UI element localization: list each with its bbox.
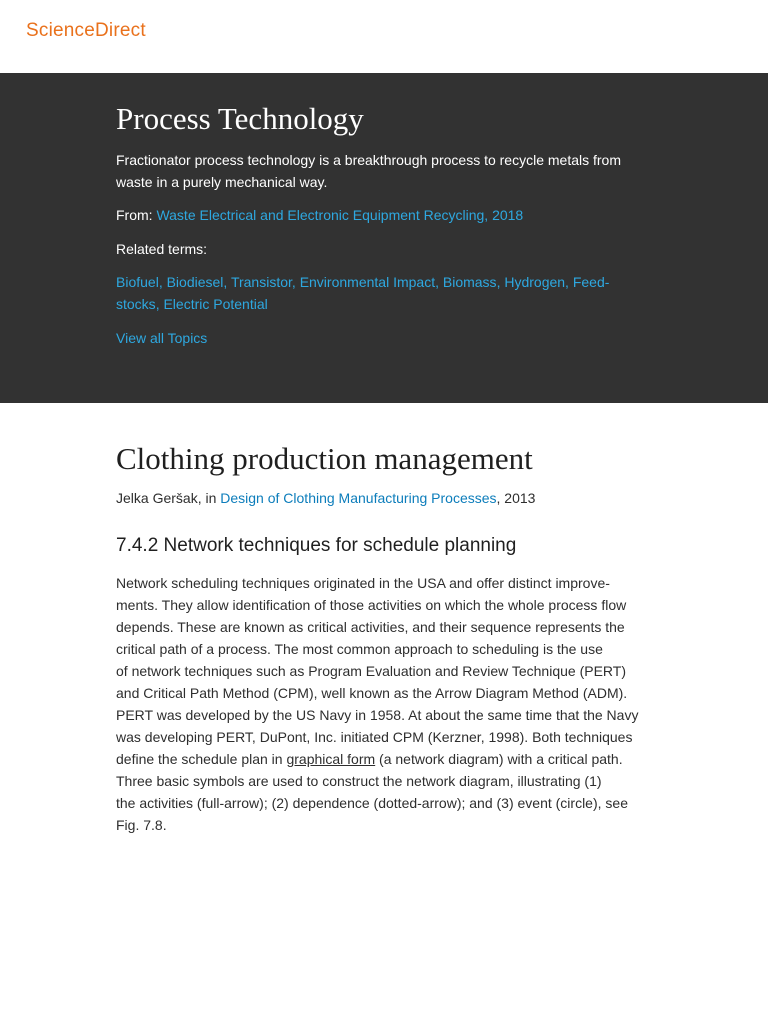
paragraph-line: was developing PERT, DuPont, Inc. initiated CPM (Kerzner, 1998). Both techniques xyxy=(116,729,633,745)
related-terms-label: Related terms: xyxy=(116,241,208,257)
topic-title: Process Technology xyxy=(116,101,364,136)
related-term-link[interactable]: Biodiesel xyxy=(166,274,224,290)
related-term-link[interactable]: Biofuel xyxy=(116,274,159,290)
related-term-link[interactable]: Environmental Impact xyxy=(299,274,436,290)
book-title-link[interactable]: Design of Clothing Manufacturing Processes xyxy=(220,490,497,506)
article-byline xyxy=(116,487,535,509)
paragraph-line: Fig. 7.8. xyxy=(116,817,167,833)
paragraph-line-with-link xyxy=(116,748,641,770)
paragraph-text: (a network diagram) with a critical path. xyxy=(375,751,623,767)
paragraph-line: critical path of a process. The most common approach to scheduling is the use xyxy=(116,641,603,657)
graphical-form-link[interactable]: graphical form xyxy=(286,751,376,767)
topic-banner xyxy=(0,73,768,403)
section-heading: 7.4.2 Network techniques for schedule planning xyxy=(116,535,517,556)
paragraph-line: Three basic symbols are used to construct the network diagram, illustrating (1) xyxy=(116,773,602,789)
paragraph-line: PERT was developed by the US Navy in 1958. At about the same time that the Navy xyxy=(116,707,639,723)
paragraph-line: ments. They allow identification of those activities on which the whole process flow xyxy=(116,597,627,613)
article-paragraph xyxy=(116,572,641,836)
author-name: Jelka Geršak, in xyxy=(116,490,217,506)
related-term-link[interactable]: Biomass xyxy=(442,274,497,290)
view-all-topics-link[interactable]: View all Topics xyxy=(116,330,208,346)
article-title[interactable]: Clothing production management xyxy=(116,441,533,476)
site-header xyxy=(0,0,768,73)
paragraph-line: depends. These are known as critical activities, and their sequence represents the xyxy=(116,619,625,635)
view-all-topics xyxy=(116,327,207,349)
related-term-link[interactable]: Feed-stocks xyxy=(116,274,610,312)
paragraph-line: and Critical Path Method (CPM), well known as the Arrow Diagram Method (ADM). xyxy=(116,685,628,701)
related-term-link[interactable]: Transistor xyxy=(230,274,292,290)
topic-definition: Fractionator process technology is a breakthrough process to recycle metals from waste in a purely mechanical way. xyxy=(116,152,622,190)
sciencedirect-logo[interactable]: ScienceDirect xyxy=(26,20,146,41)
from-label: From: xyxy=(116,207,153,223)
publication-year: , 2013 xyxy=(496,490,536,506)
paragraph-line: Network scheduling techniques originated in the USA and offer distinct improve- xyxy=(116,575,610,591)
related-term-link[interactable]: Electric Potential xyxy=(163,296,268,312)
paragraph-line: the activities (full-arrow); (2) dependence (dotted-arrow); and (3) event (circle), see xyxy=(116,795,628,811)
related-term-link[interactable]: Hydrogen xyxy=(504,274,566,290)
related-terms-list: Biofuel, Biodiesel, Transistor, Environmental Impact, Biomass, Hydrogen, Feed-stocks, Electric Potential xyxy=(116,274,610,312)
topic-source xyxy=(116,204,523,226)
paragraph-line: of network techniques such as Program Evaluation and Review Technique (PERT) xyxy=(116,663,626,679)
topic-source-link[interactable]: Waste Electrical and Electronic Equipment Recycling, 2018 xyxy=(156,207,524,223)
paragraph-text: define the schedule plan in xyxy=(116,751,287,767)
